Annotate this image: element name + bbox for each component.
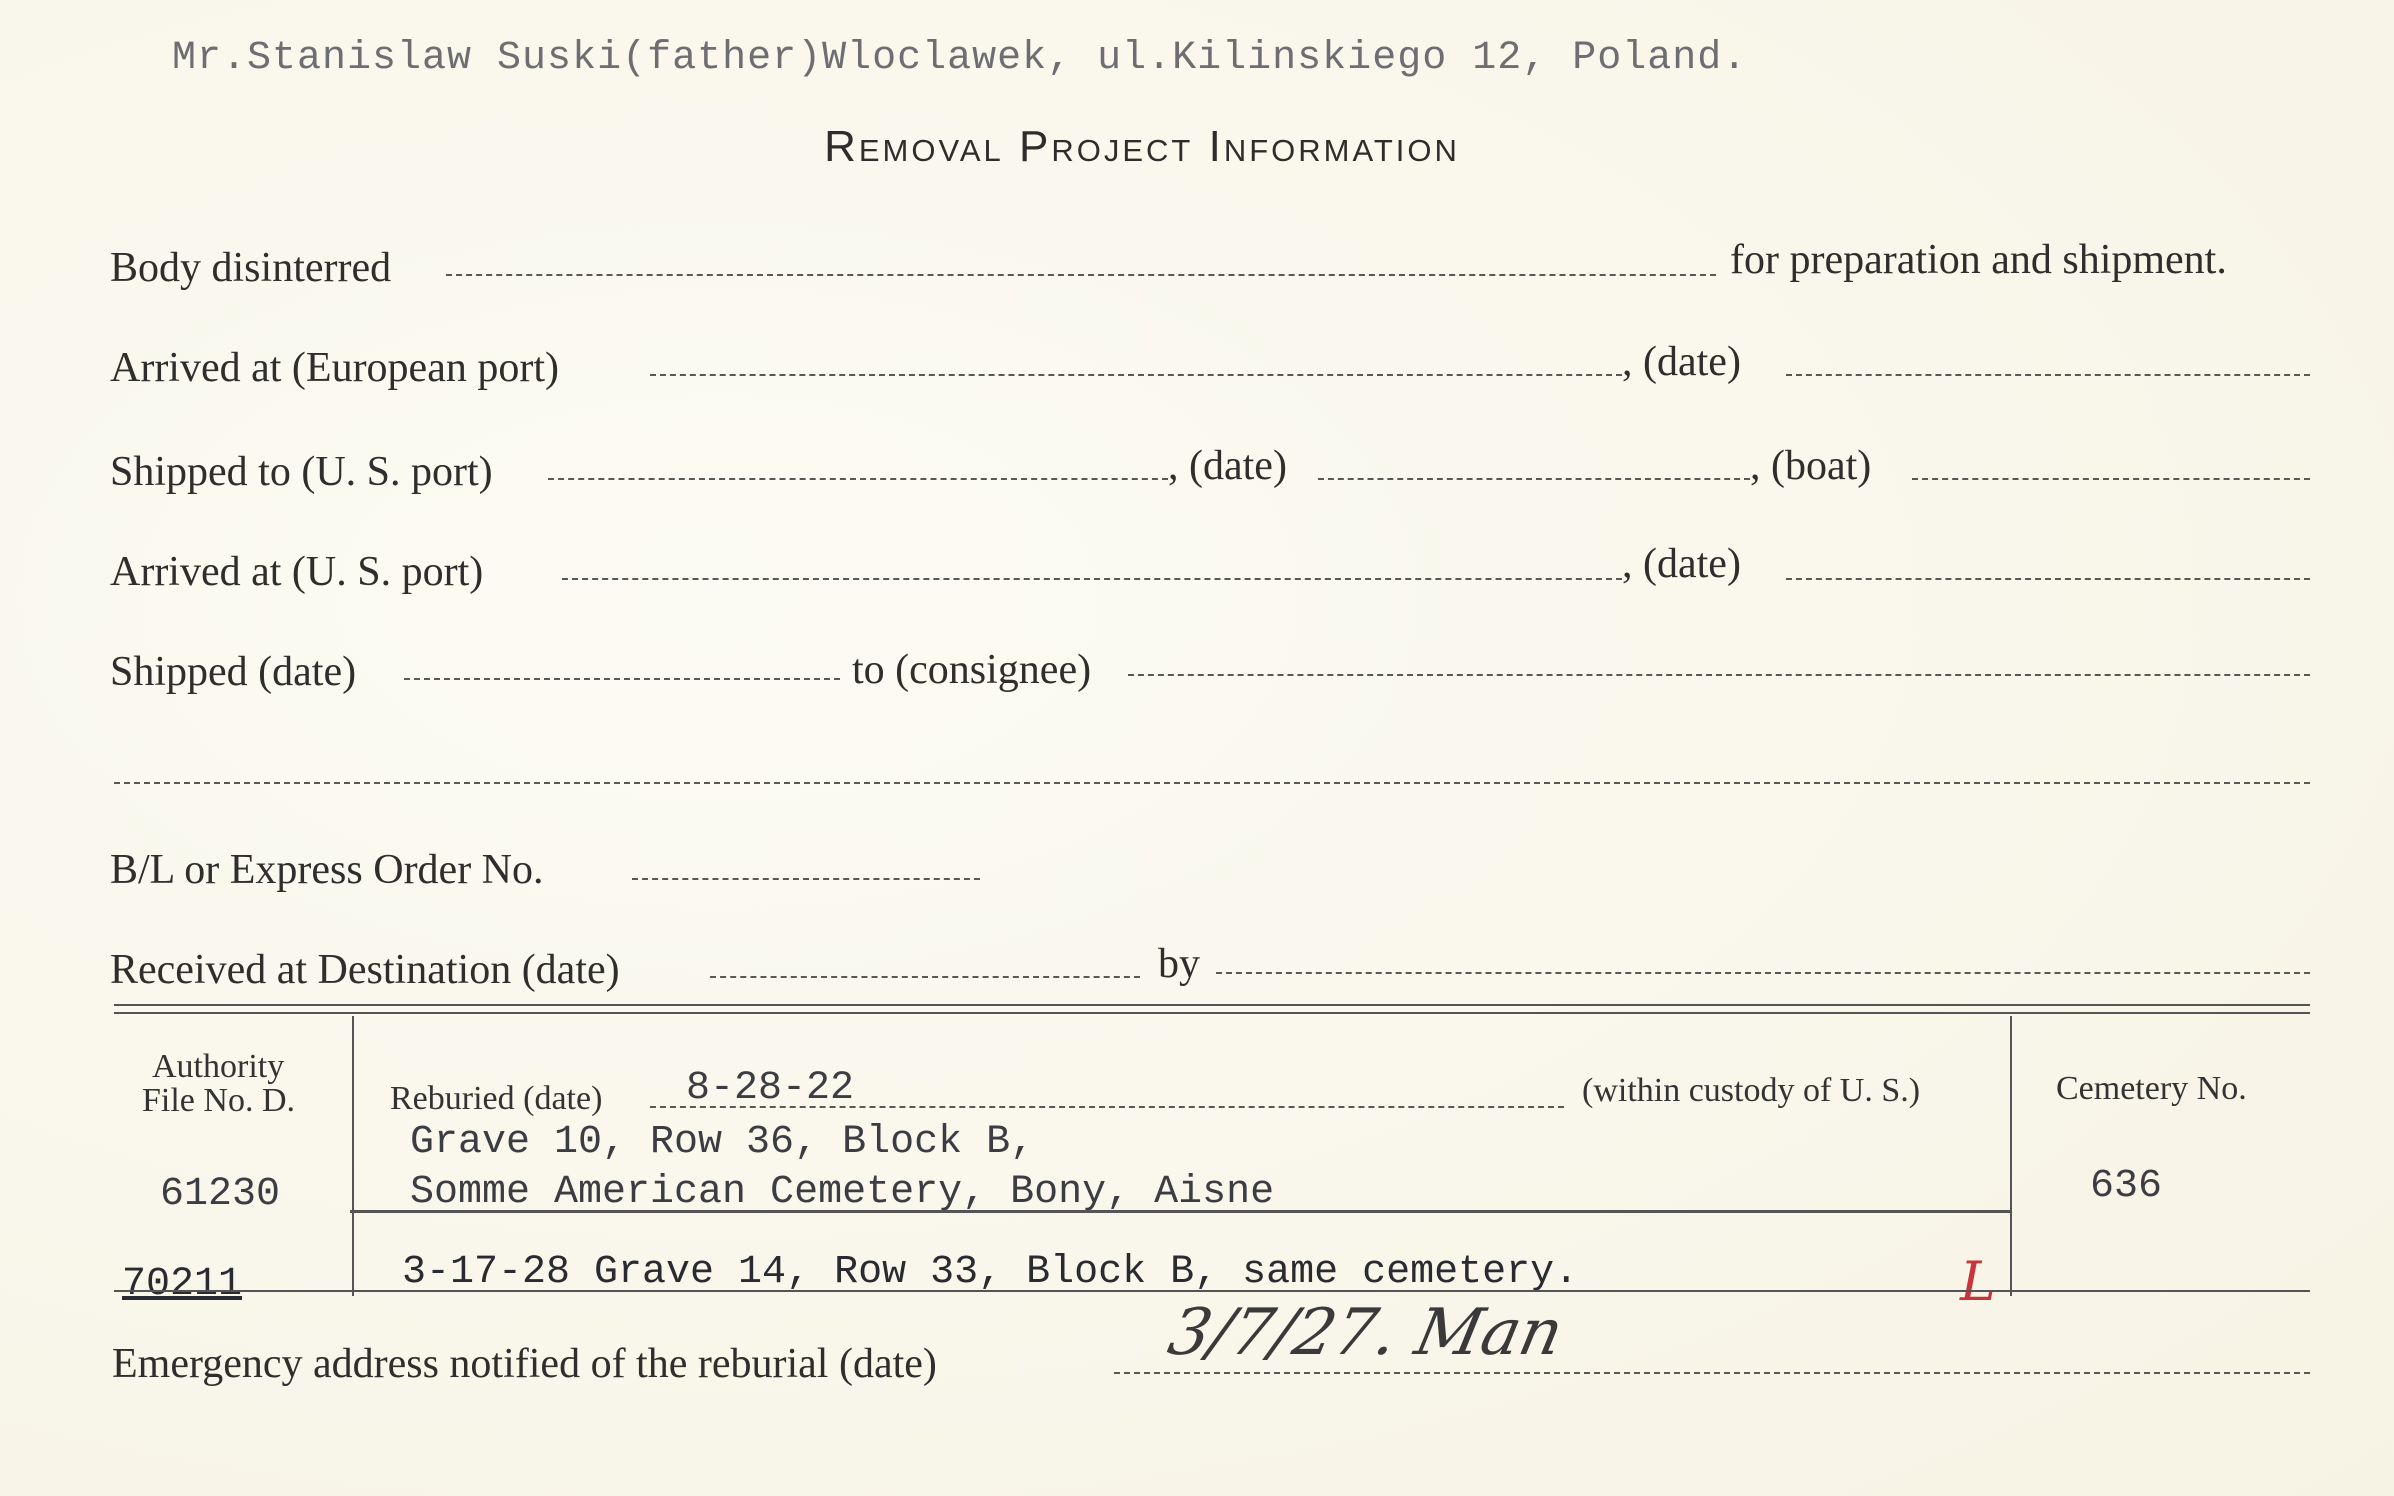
label-received-destination: Received at Destination (date) — [110, 947, 620, 993]
field-european-port[interactable] — [650, 374, 1622, 376]
label-bl-express: B/L or Express Order No. — [110, 847, 544, 893]
label-shipped-date: Shipped (date) — [110, 649, 357, 695]
label-cemetery-no: Cemetery No. — [2056, 1070, 2247, 1107]
field-us-port[interactable] — [548, 478, 1168, 480]
label-emergency-address: Emergency address notified of the reburial (date) — [112, 1341, 937, 1387]
second-entry-rule — [114, 1290, 2310, 1292]
table-top-rule-2 — [114, 1012, 2310, 1014]
emergency-handwritten-date: 3/7/27. Man — [1162, 1296, 1570, 1370]
label-date-1: , (date) — [1622, 339, 1741, 385]
field-arrived-us-port[interactable] — [562, 578, 1622, 580]
second-entry: 3-17-28 Grave 14, Row 33, Block B, same cemetery. — [402, 1250, 1579, 1295]
label-to-consignee: to (consignee) — [852, 647, 1092, 693]
table-divider-right — [2010, 1016, 2012, 1296]
page-title: Removal Project Information — [824, 122, 1460, 171]
authority-file-number: 61230 — [160, 1172, 281, 1217]
field-boat[interactable] — [1912, 478, 2310, 480]
label-within-custody: (within custody of U. S.) — [1582, 1072, 1921, 1109]
label-body-disinterred: Body disinterred — [110, 245, 392, 291]
field-bl-express[interactable] — [632, 878, 980, 880]
field-shipped-date[interactable] — [1318, 478, 1750, 480]
field-arrived-us-date[interactable] — [1786, 578, 2310, 580]
grave-line-2: Somme American Cemetery, Bony, Aisne — [410, 1170, 1275, 1215]
grave-line-1: Grave 10, Row 36, Block B, — [410, 1120, 1035, 1165]
reburied-date: 8-28-22 — [686, 1066, 855, 1111]
field-european-date[interactable] — [1786, 374, 2310, 376]
label-authority: Authority — [152, 1048, 285, 1085]
table-divider-left — [352, 1016, 354, 1296]
field-received-date[interactable] — [710, 976, 1140, 978]
entry-rule — [350, 1210, 2012, 1213]
field-consignee-continued[interactable] — [114, 782, 2310, 784]
label-file-no: File No. D. — [142, 1082, 295, 1119]
label-arrived-european: Arrived at (European port) — [110, 345, 559, 391]
label-arrived-us: Arrived at (U. S. port) — [110, 549, 484, 595]
field-emergency-date[interactable] — [1114, 1372, 2310, 1374]
field-body-disinterred[interactable] — [446, 274, 1716, 276]
label-date-2: , (date) — [1168, 443, 1287, 489]
label-boat: , (boat) — [1750, 443, 1872, 489]
label-by: by — [1158, 941, 1200, 987]
label-for-preparation: for preparation and shipment. — [1730, 237, 2227, 283]
cemetery-number: 636 — [2090, 1164, 2163, 1209]
label-shipped-to-us: Shipped to (U. S. port) — [110, 449, 493, 495]
table-top-rule — [114, 1004, 2310, 1006]
red-check-mark: L — [1960, 1250, 1996, 1313]
label-reburied: Reburied (date) — [390, 1080, 603, 1117]
second-file-number: 70211 — [122, 1262, 243, 1307]
field-consignee[interactable] — [1128, 674, 2310, 676]
label-date-3: , (date) — [1622, 541, 1741, 587]
addressee-line: Mr.Stanislaw Suski(father)Wloclawek, ul.Kilinskiego 12, Poland. — [172, 36, 1748, 81]
field-shipped-on[interactable] — [404, 678, 840, 680]
field-received-by[interactable] — [1216, 972, 2310, 974]
